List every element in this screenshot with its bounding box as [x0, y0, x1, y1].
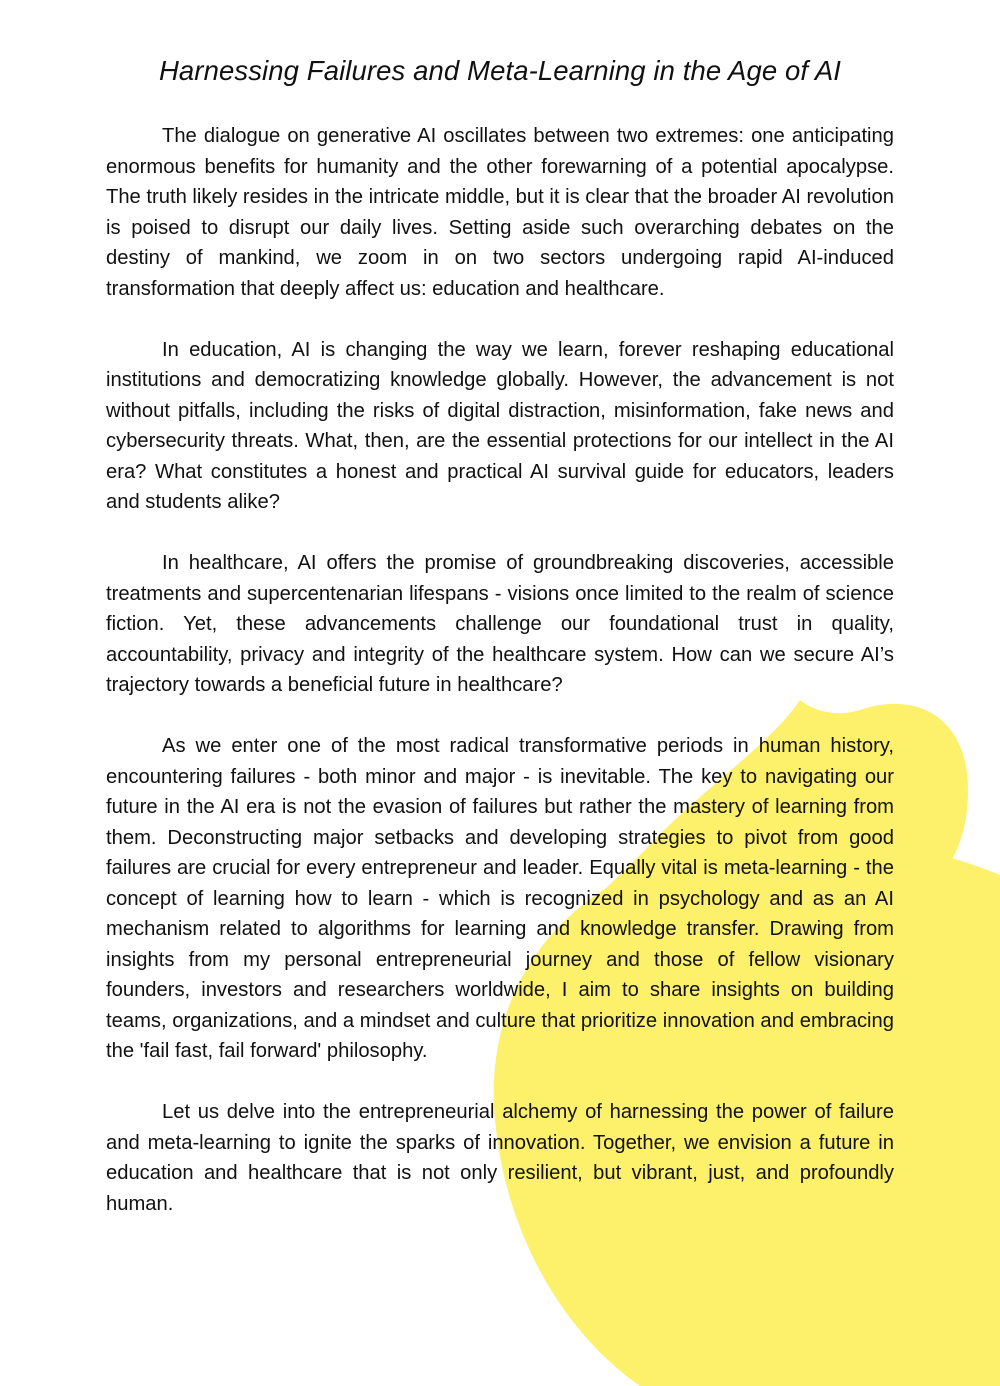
paragraph-healthcare: In healthcare, AI offers the promise of groundbreaking discoveries, accessible treatments and supercentenarian lifespans - visions once limited to the realm of science fiction. Yet, these advancements challenge our foundational trust in quality, accountability, privacy and integrity of the healthcare system. How can we secure AI’s trajectory towards a beneficial future in healthcare? — [106, 552, 894, 696]
document-page — [106, 52, 894, 1250]
paragraph-conclusion: Let us delve into the entrepreneurial alchemy of harnessing the power of failure and meta-learning to ignite the sparks of innovation. Together, we envision a future in education and healthcare that is not only resilient, but vibrant, just, and profoundly human. — [106, 1101, 894, 1215]
paragraph-failures-meta-learning: As we enter one of the most radical transformative periods in human history, encountering failures - both minor and major - is inevitable. The key to navigating our future in the AI era is not the evasion of failures but rather the mastery of learning from them. Deconstructing major setbacks and developing strategies to pivot from good failures are crucial for every entrepreneur and leader. Equally vital is meta-learning - the concept of learning how to learn - which is recognized in psychology and as an AI mechanism related to algorithms for learning and knowledge transfer. Drawing from insights from my personal entrepreneurial journey and those of fellow visionary founders, investors and researchers worldwide, I aim to share insights on building teams, organizations, and a mindset and culture that prioritize innovation and embracing the 'fail fast, fail forward' philosophy. — [106, 735, 894, 1062]
paragraph-intro: The dialogue on generative AI oscillates between two extremes: one anticipating enormous benefits for humanity and the other forewarning of a potential apocalypse. The truth likely resides in the intricate middle, but it is clear that the broader AI revolution is poised to disrupt our daily lives. Setting aside such overarching debates on the destiny of mankind, we zoom in on two sectors undergoing rapid AI-induced transformation that deeply affect us: education and healthcare. — [106, 125, 894, 300]
document-body — [106, 121, 894, 1219]
paragraph-education: In education, AI is changing the way we learn, forever reshaping educational institutions and democratizing knowledge globally. However, the advancement is not without pitfalls, including the risks of digital distraction, misinformation, fake news and cybersecurity threats. What, then, are the essential protections for our intellect in the AI era? What constitutes a honest and practical AI survival guide for educators, leaders and students alike? — [106, 338, 894, 513]
document-title: Harnessing Failures and Meta-Learning in the Age of AI — [158, 55, 842, 86]
